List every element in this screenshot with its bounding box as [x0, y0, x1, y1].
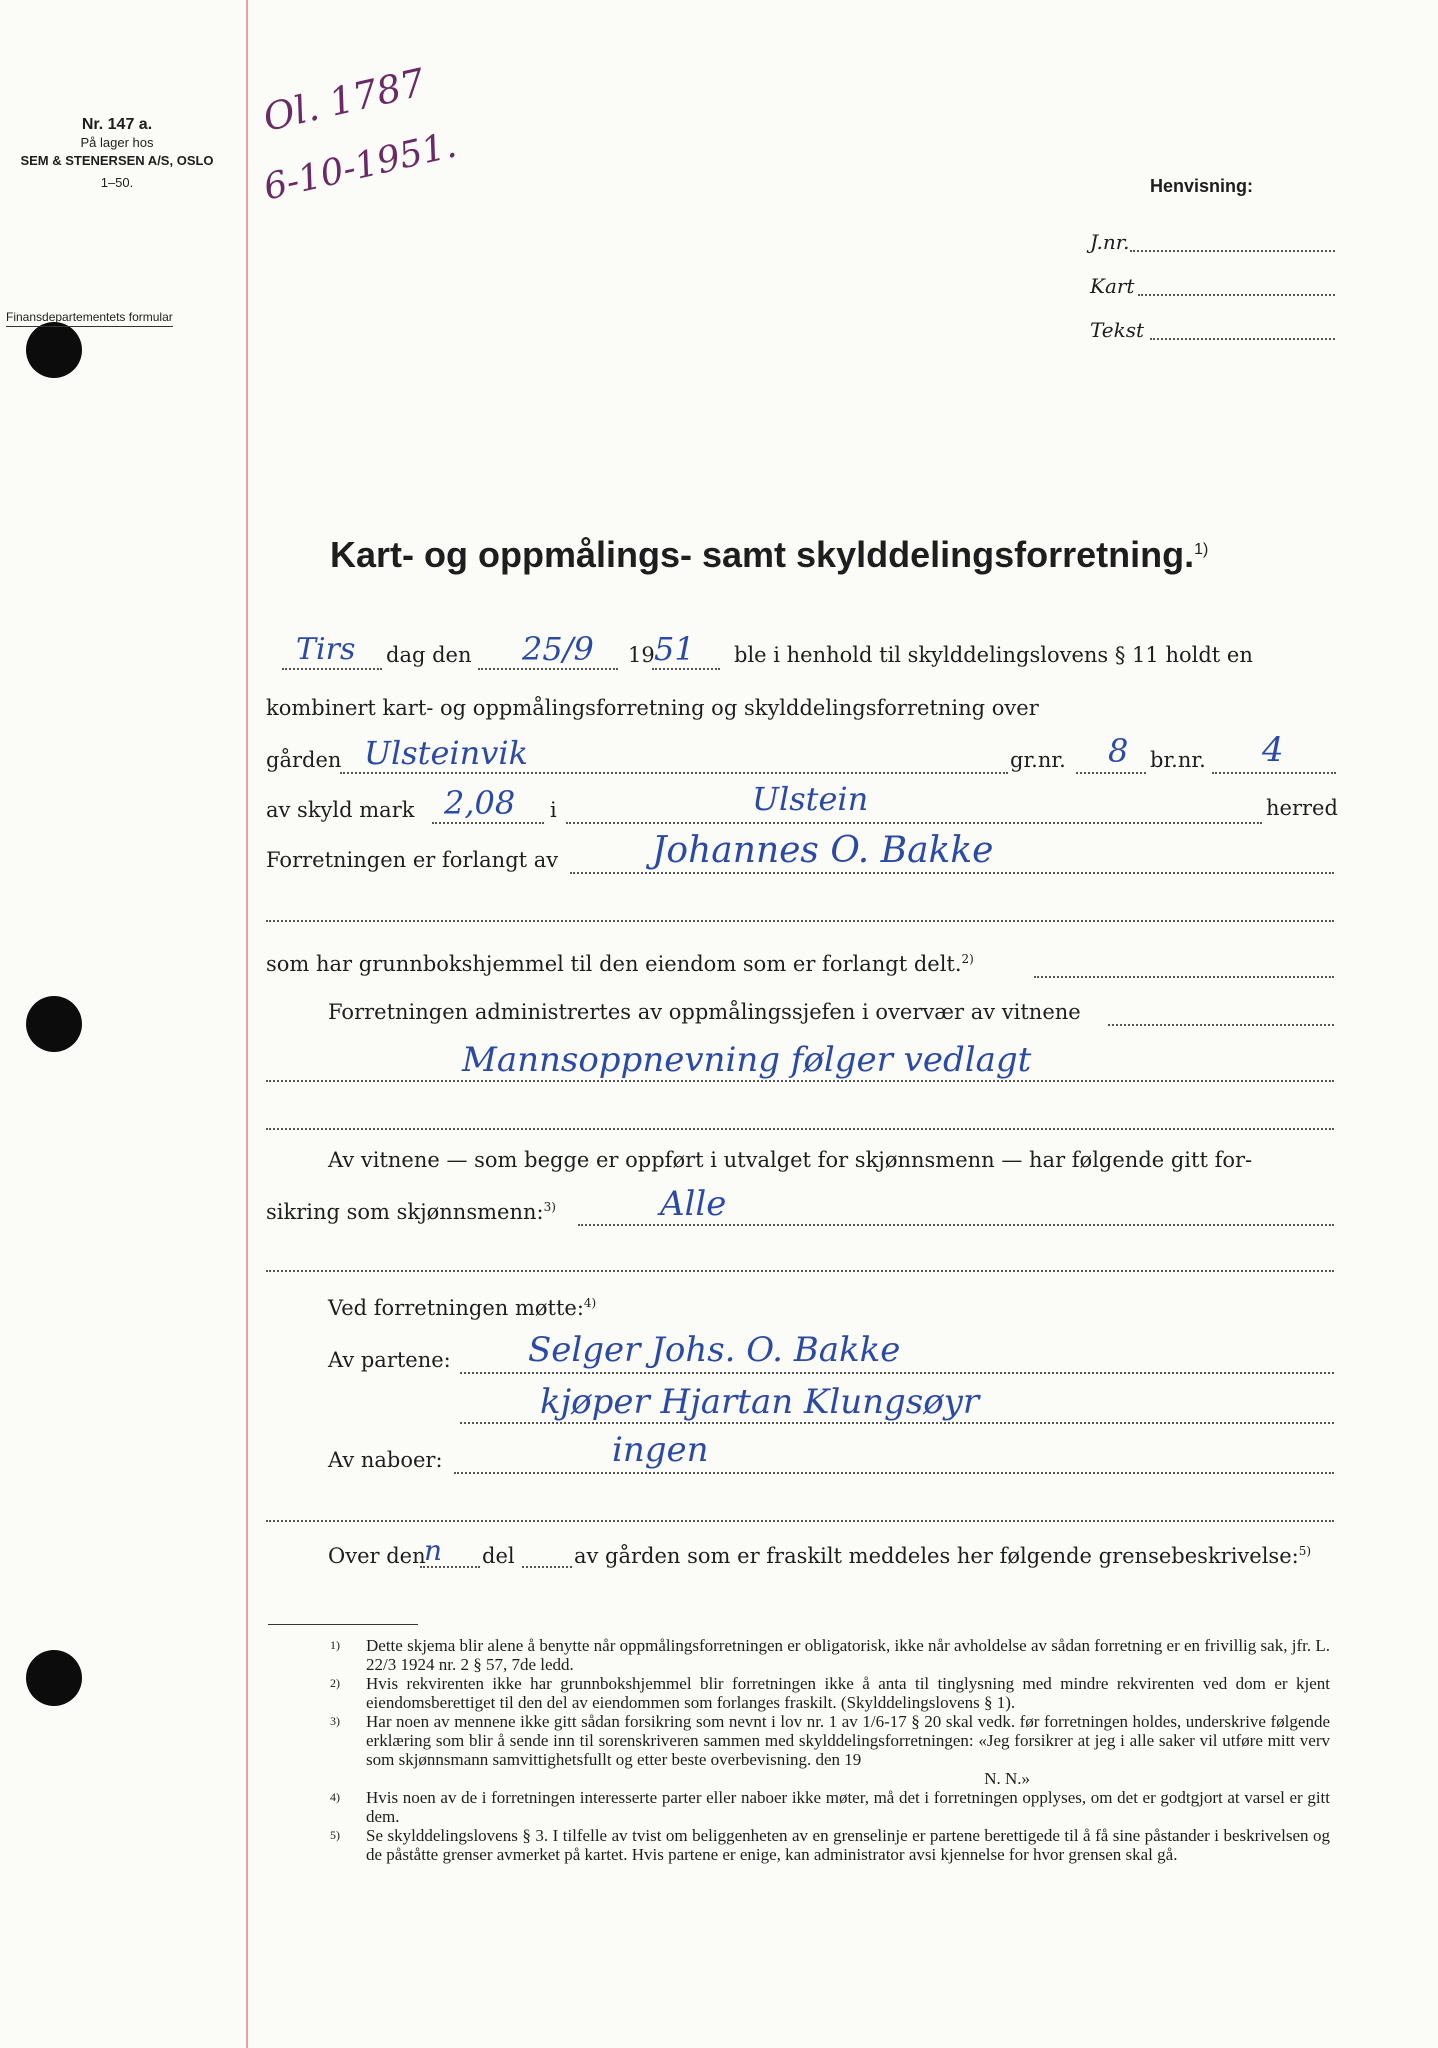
over-handwritten: n: [424, 1534, 443, 1567]
forlangt-label: Forretningen er forlangt av: [266, 848, 559, 872]
skyld-label: av skyld mark: [266, 798, 415, 822]
weekday-line: [282, 668, 382, 670]
grunnbok-text: som har grunnbokshjemmel til den eiendom som er forlangt delt.$^{2)}$: [266, 952, 974, 976]
administrert-text: Forretningen administrertes av oppmålingssjefen i overvær av vitnene: [328, 1000, 1081, 1024]
vitner-line: [578, 1224, 1334, 1226]
skyld-line: [432, 822, 544, 824]
stock-line: På lager hos: [80, 135, 154, 150]
partene-handwritten-2: kjøper Hjartan Klungsøyr: [540, 1382, 980, 1422]
footnote-rule: [268, 1624, 418, 1625]
brnr-label: br.nr.: [1150, 748, 1206, 772]
tekst-label: Tekst: [1090, 318, 1145, 342]
intro-line2: kombinert kart- og oppmålingsforretning og skylddelingsforretning over: [266, 696, 1039, 720]
vitner-blank-line: [266, 1270, 1334, 1272]
kart-line: [1138, 294, 1335, 296]
partene-handwritten-1: Selger Johs. O. Bakke: [528, 1330, 901, 1370]
del-label: del: [482, 1544, 515, 1568]
jnr-line: [1130, 250, 1335, 252]
publisher-name: SEM & STENERSEN A/S, OSLO: [20, 153, 214, 168]
margin-rule: [246, 0, 248, 2048]
brnr-line: [1212, 772, 1336, 774]
form-number: Nr. 147 a.: [81, 116, 153, 133]
form-title: Kart- og oppmålings- samt skylddelingsforretning.$^{1)}$: [330, 534, 1209, 575]
over-text: av gården som er fraskilt meddeles her følgende grensebeskrivelse:$^{5)}$: [574, 1544, 1312, 1568]
brnr-handwritten: 4: [1262, 730, 1284, 770]
forlangt-line: [570, 872, 1334, 874]
motte-label: Ved forretningen møtte:$^{4)}$: [328, 1296, 597, 1320]
footnote: 1) Dette skjema blir alene å benytte når oppmålingsforretningen er obligatorisk, ikke når avholdelse av sådan forretning er en frivillig sak, jfr. L. 22/3 1924 nr. 2 § 57, 7de ledd.: [330, 1636, 1330, 1674]
weekday-handwritten: Tirs: [296, 632, 356, 667]
punch-hole: [26, 322, 82, 378]
jnr-label: J.nr.: [1090, 230, 1130, 254]
del-line: [522, 1566, 572, 1568]
blank-line: [266, 920, 1334, 922]
tekst-line: [1150, 338, 1335, 340]
herred-label: herred: [1266, 796, 1338, 820]
grunnbok-line: [1034, 976, 1334, 978]
partene-line2: [460, 1422, 1334, 1424]
naboer-blank-line: [266, 1520, 1334, 1522]
year-prefix: 19: [628, 643, 655, 667]
dag-den-label: dag den: [386, 643, 472, 667]
kart-label: Kart: [1090, 274, 1135, 298]
footnotes: [330, 1636, 1330, 1864]
vitner-line2: sikring som skjønnsmenn:$^{3)}$: [266, 1200, 556, 1224]
over-line: [420, 1566, 480, 1568]
herred-line: [566, 822, 1262, 824]
footnote: 4) Hvis noen av de i forretningen interesserte parter eller naboer ikke møter, må det i forretningen opplyses, om det er godtgjort at varsel er gitt dem.: [330, 1788, 1330, 1826]
punch-hole: [26, 996, 82, 1052]
vitner-line1: Av vitnene — som begge er oppført i utvalget for skjønnsmenn — har følgende gitt for-: [328, 1148, 1253, 1172]
administrert-handwritten: Mannsoppnevning følger vedlagt: [462, 1040, 1032, 1080]
footnote: 2) Hvis rekvirenten ikke har grunnbokshjemmel blir forretningen ikke å anta til tinglysning med mindre rekvirenten ved dom er kjent eiendomsberettiget til den del av eiendommen som forlanges fraskilt. (Skylddelingslovens § 1).: [330, 1674, 1330, 1712]
administrert-line1: [1108, 1024, 1334, 1026]
case-date-handwritten: 6-10-1951.: [259, 124, 461, 209]
administrert-line2: [266, 1080, 1334, 1082]
year-handwritten: 51: [654, 630, 695, 668]
garden-line: [340, 772, 1008, 774]
footnote: 5) Se skylddelingslovens § 3. I tilfelle av tvist om beliggenheten av en grenselinje er partene berettigede til å få sine påstander i beskrivelsen og de påståtte grenser avmerket på kartet. Hvis partene er enige, kan administrator avsi kjennelse for hvor grensen skal gå.: [330, 1826, 1330, 1864]
henvisning-title: Henvisning:: [1150, 176, 1254, 196]
footnote: 3) Har noen av mennene ikke gitt sådan forsikring som nevnt i lov nr. 1 av 1/6-17 § 20 skal vedk. før forretningen holdes, underskrive følgende erklæring som blir å sende inn til sorenskriveren sammen med skylddelingsforretningen: «Jeg forsikrer at jeg i alle saker vil utføre mitt verv som skjønnsmann samvittighetsfullt og etter beste overbevisning. den 19: [330, 1712, 1330, 1769]
i-label: i: [550, 798, 557, 822]
grnr-line: [1076, 772, 1146, 774]
forlangt-handwritten: Johannes O. Bakke: [652, 830, 994, 871]
vitner-handwritten: Alle: [660, 1184, 727, 1224]
intro-text: ble i henhold til skylddelingslovens § 11 holdt en: [734, 643, 1253, 667]
grnr-label: gr.nr.: [1010, 748, 1066, 772]
case-number-handwritten: Ol. 1787: [259, 60, 430, 140]
footnote-signature: N. N.»: [984, 1769, 1030, 1788]
administrert-line3: [266, 1128, 1334, 1130]
skyld-handwritten: 2,08: [444, 784, 516, 822]
naboer-label: Av naboer:: [328, 1448, 443, 1472]
garden-label: gården: [266, 748, 342, 772]
punch-hole: [26, 1650, 82, 1706]
over-label: Over den: [328, 1544, 426, 1568]
partene-label: Av partene:: [328, 1348, 451, 1372]
edition: 1–50.: [100, 175, 134, 190]
naboer-line: [454, 1472, 1334, 1474]
herred-handwritten: Ulstein: [752, 780, 869, 818]
date-line: [478, 668, 618, 670]
naboer-handwritten: ingen: [612, 1430, 709, 1470]
date-handwritten: 25/9: [522, 630, 594, 668]
garden-handwritten: Ulsteinvik: [364, 734, 528, 772]
grnr-handwritten: 8: [1108, 732, 1129, 770]
partene-line1: [460, 1372, 1334, 1374]
year-line: [652, 668, 720, 670]
publisher-block: [0, 116, 234, 192]
dept-formular: Finansdepartementets formular: [6, 310, 173, 327]
